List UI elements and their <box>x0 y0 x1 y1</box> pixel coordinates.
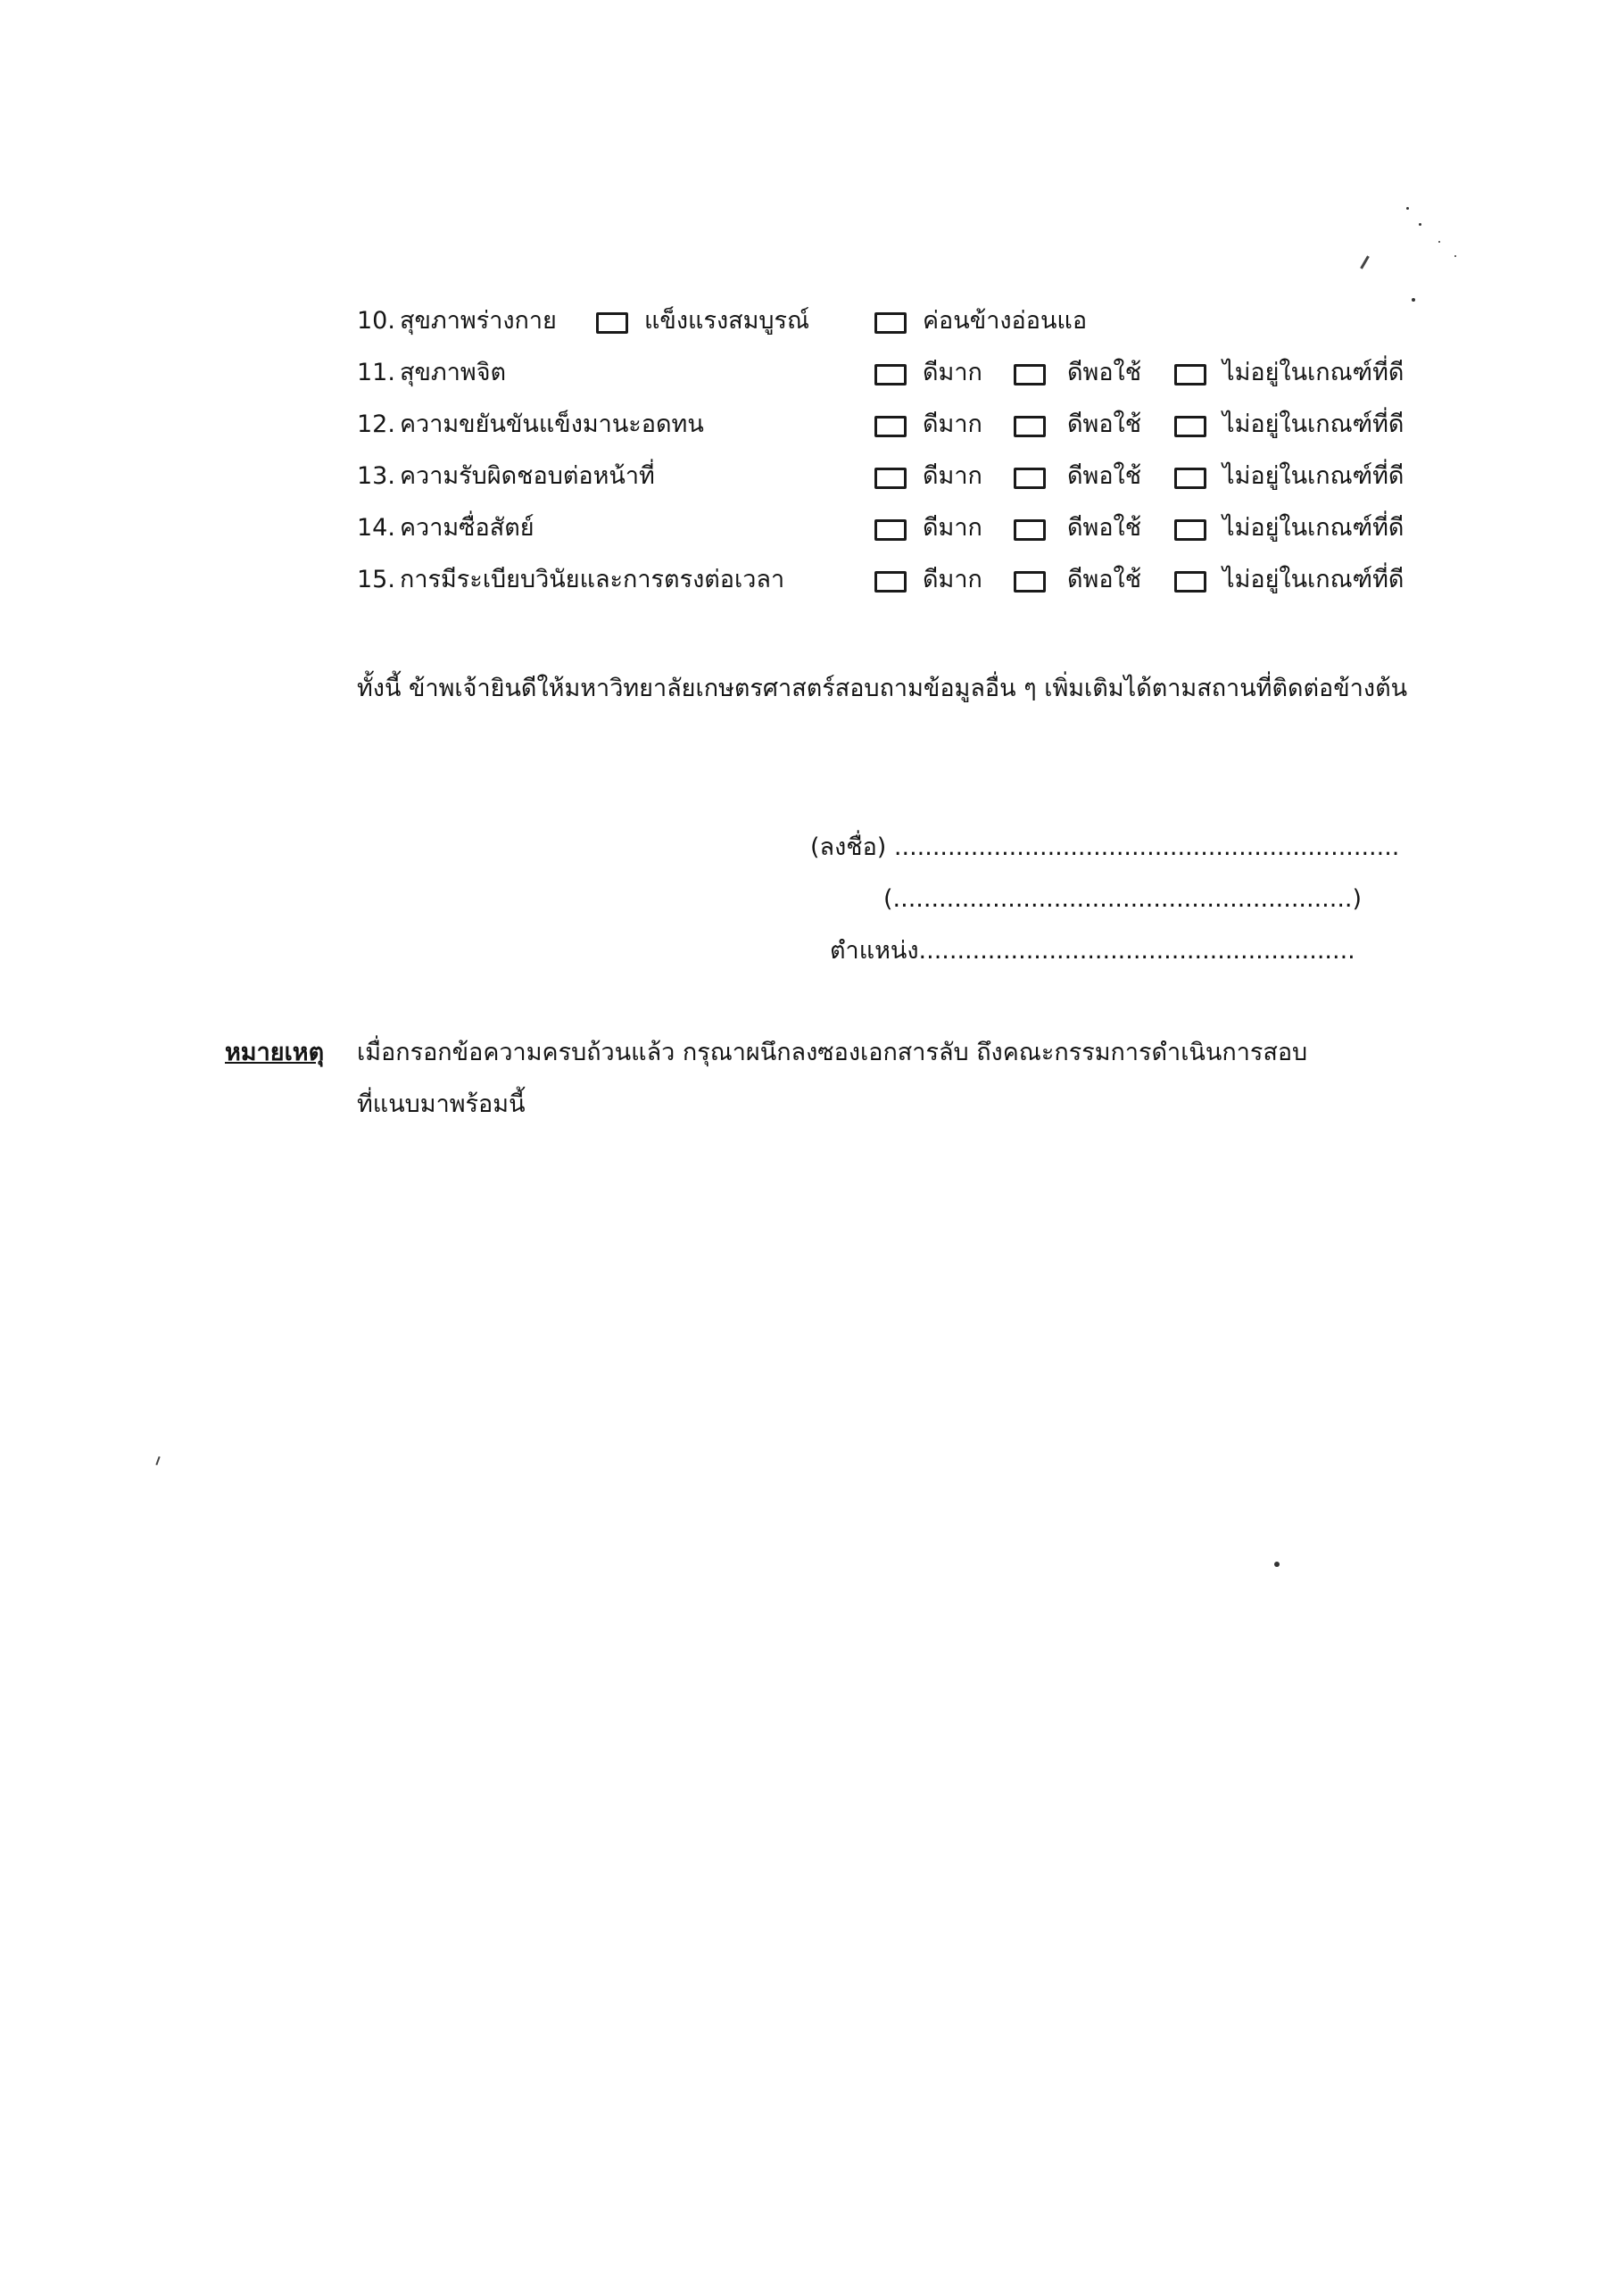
option-poor: ไม่อยู่ในเกณฑ์ที่ดี <box>1222 462 1404 490</box>
row-label: ความรับผิดชอบต่อหน้าที่ <box>400 462 655 490</box>
option-strong: แข็งแรงสมบูรณ์ <box>644 307 810 335</box>
row-label: ความขยันขันแข็งมานะอดทน <box>400 410 704 438</box>
printed-name-line[interactable]: (............................................................) <box>883 885 1363 913</box>
checkbox-excellent[interactable] <box>874 468 907 489</box>
row-number: 11. <box>357 359 395 386</box>
checkbox-excellent[interactable] <box>874 571 907 593</box>
row-number: 15. <box>357 566 395 593</box>
option-fair: ดีพอใช้ <box>1067 462 1142 490</box>
option-excellent: ดีมาก <box>923 462 982 490</box>
option-excellent: ดีมาก <box>923 359 982 386</box>
signature-line[interactable]: (ลงชื่อ) .................................................................. <box>810 833 1400 861</box>
remark-line-2: ที่แนบมาพร้อมนี้ <box>357 1090 526 1118</box>
checkbox-fair[interactable] <box>1014 364 1046 385</box>
checkbox-fair[interactable] <box>1014 416 1046 437</box>
scan-speck <box>1419 223 1421 226</box>
position-line[interactable]: ตำแหน่ง......................................................... <box>830 937 1355 965</box>
checkbox-fair[interactable] <box>1014 468 1046 489</box>
option-poor: ไม่อยู่ในเกณฑ์ที่ดี <box>1222 410 1404 438</box>
checkbox-strong[interactable] <box>596 312 628 334</box>
checkbox-poor[interactable] <box>1174 364 1206 385</box>
checkbox-excellent[interactable] <box>874 364 907 385</box>
checkbox-fair[interactable] <box>1014 571 1046 593</box>
scan-mark <box>155 1456 160 1465</box>
remark-line-1: เมื่อกรอกข้อความครบถ้วนแล้ว กรุณาผนึกลงซองเอกสารลับ ถึงคณะกรรมการดำเนินการสอบ <box>357 1039 1308 1066</box>
checkbox-poor[interactable] <box>1174 468 1206 489</box>
option-poor: ไม่อยู่ในเกณฑ์ที่ดี <box>1222 359 1404 386</box>
remark-label: หมายเหตุ <box>225 1039 325 1066</box>
option-excellent: ดีมาก <box>923 514 982 542</box>
option-fair: ดีพอใช้ <box>1067 359 1142 386</box>
row-label: การมีระเบียบวินัยและการตรงต่อเวลา <box>400 566 785 593</box>
option-poor: ไม่อยู่ในเกณฑ์ที่ดี <box>1222 514 1404 542</box>
checkbox-poor[interactable] <box>1174 571 1206 593</box>
scan-mark <box>1360 255 1370 269</box>
checkbox-fair[interactable] <box>1014 519 1046 541</box>
scan-speck <box>1274 1562 1280 1567</box>
scan-speck <box>1438 241 1440 243</box>
row-number: 10. <box>357 307 395 335</box>
row-label: ความซื่อสัตย์ <box>400 514 534 542</box>
checkbox-excellent[interactable] <box>874 416 907 437</box>
consent-statement: ทั้งนี้ ข้าพเจ้ายินดีให้มหาวิทยาลัยเกษตรศาสตร์สอบถามข้อมูลอื่น ๆ เพิ่มเติมได้ตามสถานที่ติดต่อข้างต้น <box>357 675 1408 702</box>
checkbox-weak[interactable] <box>874 312 907 334</box>
row-label: สุขภาพร่างกาย <box>400 307 557 335</box>
checkbox-poor[interactable] <box>1174 519 1206 541</box>
option-weak: ค่อนข้างอ่อนแอ <box>923 307 1088 335</box>
option-excellent: ดีมาก <box>923 566 982 593</box>
row-label: สุขภาพจิต <box>400 359 507 386</box>
checkbox-excellent[interactable] <box>874 519 907 541</box>
option-fair: ดีพอใช้ <box>1067 566 1142 593</box>
option-poor: ไม่อยู่ในเกณฑ์ที่ดี <box>1222 566 1404 593</box>
option-fair: ดีพอใช้ <box>1067 410 1142 438</box>
scan-speck <box>1454 255 1456 257</box>
scan-speck <box>1406 207 1409 210</box>
row-number: 12. <box>357 410 395 438</box>
row-number: 14. <box>357 514 395 542</box>
option-fair: ดีพอใช้ <box>1067 514 1142 542</box>
option-excellent: ดีมาก <box>923 410 982 438</box>
checkbox-poor[interactable] <box>1174 416 1206 437</box>
row-number: 13. <box>357 462 395 490</box>
scan-speck <box>1412 298 1415 302</box>
